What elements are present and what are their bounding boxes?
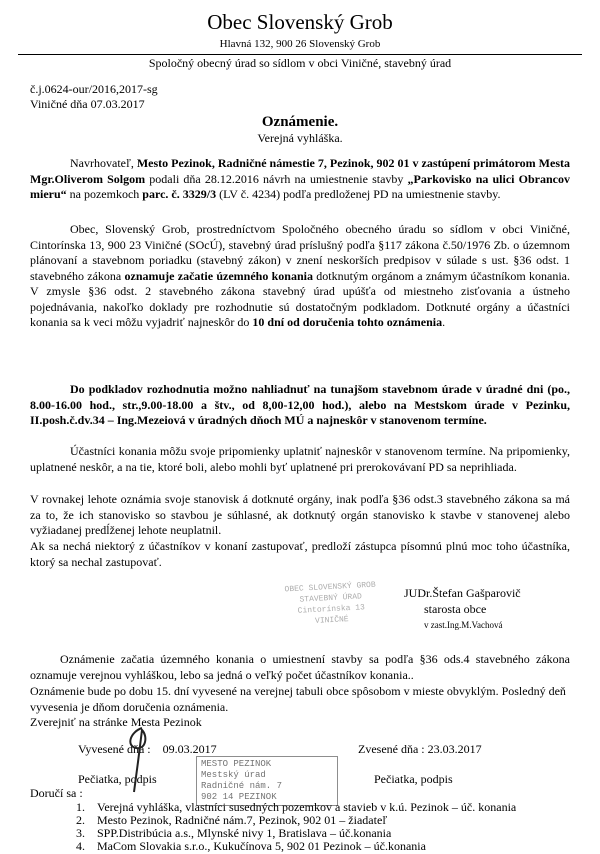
header-divider: [18, 54, 582, 55]
p1-text3: na pozemkoch: [66, 187, 143, 201]
p1-parcel: parc. č. 3329/3: [142, 187, 217, 201]
p1-representative: primátorom Mesta Mgr.Oliverom Solgom: [30, 156, 571, 186]
stamp1-line: STAVEBNÝ ÚRAD: [299, 592, 363, 605]
office-name: Spoločný obecný úrad so sídlom v obci Viničné, stavebný úrad: [148, 56, 452, 70]
p1-text2: podali dňa 28.12.2016 návrh na umiestnenie stavby: [145, 171, 404, 186]
p2-text3: .: [442, 315, 446, 329]
stamp2-line: Mestský úrad: [201, 770, 266, 780]
paragraph-applicant: [30, 156, 570, 203]
paragraph-authorities: V rovnakej lehote oznámia svoje stanovisk á dotknuté orgány, inak podľa §36 odst.3 stavebného zákona sa má za to, že ich stanovisko so stavbou je súhlasné, ak dotknutý orgán stanovisko k stavbe v stanovenej alebo vyžiadanej predĺženej lehote neuplatnil.: [30, 492, 570, 537]
p1-text4: (LV č. 4234) podľa: [216, 187, 312, 201]
stamp2-line: 902 14 PEZINOK: [201, 792, 277, 802]
list-item-number: 1.: [76, 800, 85, 814]
list-item-text: Mesto Pezinok, Radničné nám.7, Pezinok, 902 01 – žiadateľ: [97, 813, 388, 827]
posted-to-label: Zvesené dňa :: [358, 742, 425, 756]
office-stamp: [245, 578, 417, 631]
notice-heading: Oznámenie.: [261, 114, 339, 130]
municipality-title: Obec Slovenský Grob: [207, 10, 393, 34]
p2-announcement: oznamuje začatie územného konania: [124, 268, 313, 283]
stamp1-line: OBEC SLOVENSKÝ GROB: [284, 580, 376, 595]
list-item-number: 2.: [76, 813, 85, 827]
signatory-name: JUDr.Štefan Gašparovič: [404, 586, 521, 600]
posted-from-date: 09.03.2017: [162, 742, 217, 756]
paragraph-comments: Účastníci konania môžu svoje pripomienky uplatniť najneskôr v stanovenom termíne. Na pripomienky, uplatnené neskôr, a na tie, ktoré boli, alebo mohli byť uplatnené pri prerokovávaní PD sa neprihliada.: [30, 444, 570, 474]
stamp2-line: MESTO PEZINOK: [201, 759, 272, 769]
paragraph-publish: Zverejniť na stránke Mesta Pezinok: [30, 715, 202, 729]
signatory-role: starosta obce: [424, 602, 487, 616]
municipality-address: Hlavná 132, 900 26 Slovenský Grob: [219, 38, 381, 50]
p2-text: Obec, Slovenský Grob, prostredníctvom Spoločného obecného úradu so sídlom v obci Viničné, Cintorínska 13, 900 23 Viničné (SOcÚ), stavebný úrad príslušný podľa §117 zákona č.50/1976 Zb. o územnom plánovaní a stavebnom poriadku (stavebný zákon) v znení neskorších predpisov v súlade s ust. §36 odst. 1 stavebného zákona: [30, 222, 570, 283]
paragraph-inspection: Do podkladov rozhodnutia možno nahliadnuť na tunajšom stavebnom úrade v úradné dni (po., 8.00-16.00 hod., str.,9.00-18.00 a štv., od 8,00-12,00 hod.), alebo na Mestskom úrade v Pezinku, II.posh.č.dv.34 – Ing.Mezeiová v úradných dňoch MÚ a najneskôr v stanovenom termíne.: [30, 382, 570, 427]
p2-text2: dotknutým orgánom a známym účastníkom konania. V zmysle §36 odst. 2 stavebného zákona stavebný úrad upúšťa od miestneho zisťovania a ústneho pojednávania, nakoľko doklady pre rozhodnutie sú dostatočným podkladom. Dotknuté orgány a účastníci konania sa k veci môžu vyjadriť najneskôr do: [30, 268, 571, 329]
handwritten-signature-icon: [112, 722, 162, 802]
delivery-label: Doručí sa :: [30, 786, 83, 800]
list-item-text: SPP.Distribúcia a.s., Mlynské nivy 1, Bratislava – úč.konania: [97, 826, 392, 840]
stamp2-line: Radničné nám. 7: [201, 781, 283, 791]
p1-applicant: Mesto Pezinok, Radničné námestie 7, Pezinok, 902 01 v zastúpení: [136, 156, 471, 170]
p1-text5: predloženej PD na umiestnenie stavby.: [314, 187, 501, 201]
p2-deadline: 10 dní od doručenia tohto oznámenia: [252, 315, 443, 329]
posted-to: [358, 742, 482, 758]
stamp1-line: VINIČNÉ: [314, 615, 349, 626]
list-item: [76, 839, 426, 854]
notice-subheading: Verejná vyhláška.: [257, 131, 343, 145]
posted-from-label: Vyvesené dňa :: [78, 742, 151, 756]
city-stamp: [196, 756, 338, 806]
list-item-number: 3.: [76, 826, 85, 840]
stamp1-line: Cintorínska 13: [297, 603, 366, 616]
paragraph-posting: Oznámenie bude po dobu 15. dní vyvesené na verejnej tabuli obce spôsobom v mieste obvyklým. Posledný deň vyvesenia je dňom doručenia oznámenia.: [30, 684, 566, 714]
reference-number: č.j.0624-our/2016,2017-sg: [30, 82, 158, 96]
paragraph-public-notice: Oznámenie začatia územného konania o umiestnení stavby sa podľa §36 ods.4 stavebného zákona oznamuje verejnou vyhláškou, lebo sa jedná o veľký počet účastníkov konania..: [30, 652, 570, 682]
signatory-proxy: v zast.Ing.M.Vachová: [424, 620, 503, 630]
reference-date: Viničné dňa 07.03.2017: [30, 97, 145, 111]
p1-project: „Parkovisko na ulici Obrancov mieru“: [30, 171, 570, 201]
stamp-label-right: Pečiatka, podpis: [374, 772, 453, 786]
paragraph-procedure: [30, 222, 570, 331]
posted-to-date: 23.03.2017: [427, 742, 482, 756]
paragraph-representation: Ak sa nechá niektorý z účastníkov v konaní zastupovať, predloží zástupca písomnú plnú moc toho účastníka, ktorý sa nechal zastupovať.: [30, 539, 570, 569]
p1-text: Navrhovateľ,: [70, 156, 137, 170]
list-item-text: MaCom Slovakia s.r.o., Kukučínova 5, 902 01 Pezinok – úč.konania: [97, 839, 426, 853]
list-item-number: 4.: [76, 839, 85, 853]
list-item-text: Verejná vyhláška, vlastníci susedných pozemkov a stavieb v k.ú. Pezinok – úč. konania: [97, 800, 517, 814]
stamp-label-left: Pečiatka, podpis: [78, 772, 157, 786]
